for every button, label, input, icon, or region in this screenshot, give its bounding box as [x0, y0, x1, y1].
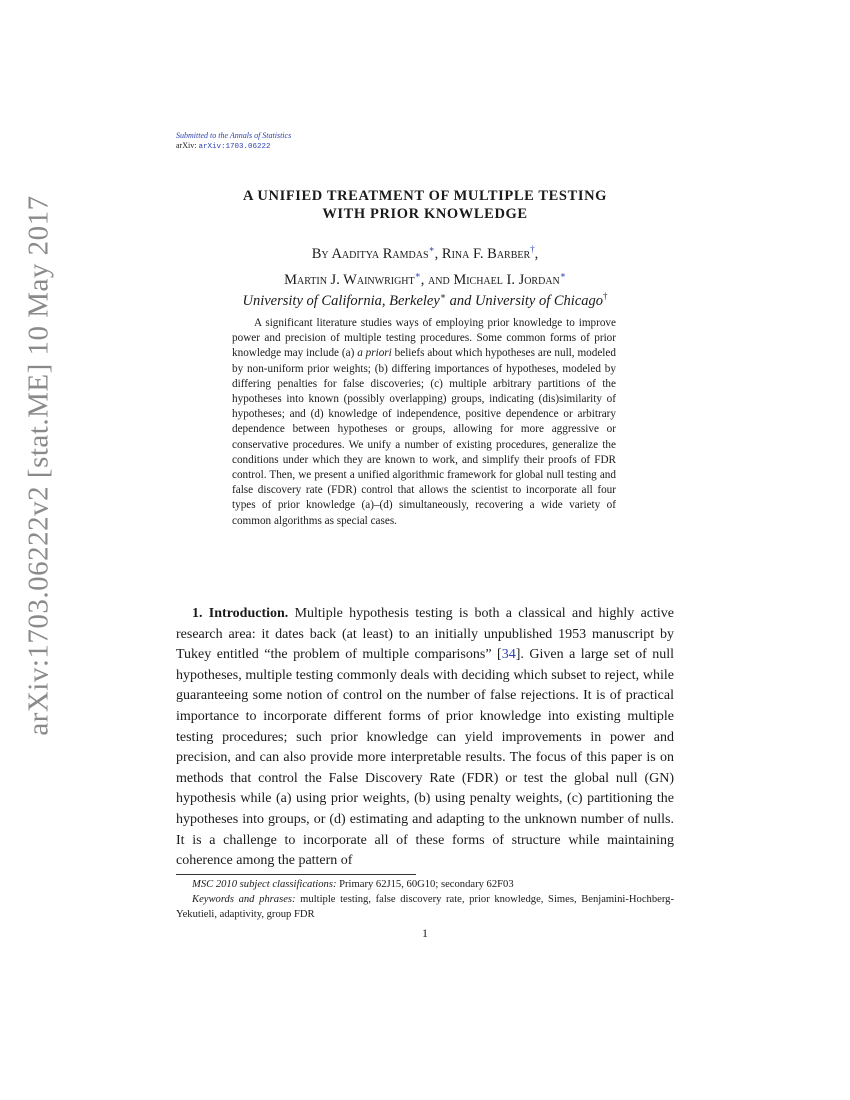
arxiv-label: arXiv:: [176, 141, 197, 150]
author-jordan: Michael I. Jordan: [453, 271, 560, 288]
journal-header: [176, 131, 291, 152]
affiliation-and: and: [445, 292, 475, 309]
arxiv-sidebar-stamp: [22, 194, 55, 736]
footnote-mark-ramdas[interactable]: ∗: [428, 244, 435, 254]
abstract-emphasis-apriori: a priori: [357, 347, 392, 360]
intro-text-2: ]. Given a large set of null hypotheses, multiple testing commonly deals with deciding which subset to reject, while guaranteeing some notion of control on the number of false rejections. It is of practical importance to incorporate different forms of prior knowledge into existing multiple testing procedures; such prior knowledge can yield improvements in power and precision, and can also provide more interpretable results. The focus of this paper is on methods that control the False Discovery Rate (FDR) or test the global null (GN) hypothesis while (a) using prior weights, (b) using penalty weights, (c) partitioning the hypotheses into groups, or (d) estimating and adapting to the unknown number of nulls. It is a challenge to incorporate all of these forms of structure while maintaining coherence among the pattern of: [176, 647, 675, 869]
citation-link-34[interactable]: 34: [501, 647, 516, 663]
intro-text-1: Multiple hypothesis testing is both a classical and highly active research area: it dates back (at least) to an initially unpublished 1953 manuscript by Tukey entitled “the problem of multiple comparisons” [: [176, 606, 674, 663]
introduction-section: [176, 604, 674, 872]
msc-classification: [176, 877, 674, 892]
footnote-mark-wainwright[interactable]: ∗: [414, 269, 421, 280]
abstract-text-2: beliefs about which hypotheses are null, modeled by non-uniform prior weights; (b) differing importances of hypotheses, modeled by differing penalties for false discoveries; (c) multiple arbitrary partitions of the hypotheses into known (possibly overlapping) groups, indicating (dis)similarity of hypotheses; and (d) knowledge of independence, positive dependence or arbitrary dependence between hypotheses or groups, allowing for more aggressive or conservative procedures. We unify a number of existing procedures, generalize the conditions under which they are known to work, and simplify their proofs of FDR control. Then, we present a unified algorithmic framework for global null testing and false discovery rate (FDR) control that allows the scientist to incorporate all four types of prior knowledge (a)–(d) simultaneously, recovering a wide variety of common algorithms as special cases.: [232, 347, 616, 527]
author-separator: ,: [534, 245, 539, 262]
affiliation-mark-berkeley: ∗: [439, 291, 446, 301]
author-wainwright: Martin J. Wainwright: [284, 271, 415, 288]
page-number: 1: [422, 926, 428, 940]
paper-title: [176, 187, 674, 223]
msc-text: Primary 62J15, 60G10; secondary 62F03: [336, 879, 514, 890]
affiliation-berkeley: University of California, Berkeley: [242, 292, 440, 309]
by-label: By: [311, 245, 332, 262]
footnotes: [176, 877, 674, 922]
msc-label: MSC 2010 subject classifications:: [192, 879, 337, 890]
affiliation-chicago: University of Chicago: [474, 292, 604, 309]
title-line-1: A UNIFIED TREATMENT OF MULTIPLE TESTING: [242, 188, 608, 204]
keywords-label: Keywords and phrases:: [192, 894, 296, 905]
authors-line-1: [176, 239, 674, 265]
arxiv-line: [176, 141, 291, 152]
author-separator: , and: [420, 271, 454, 288]
author-list: [176, 239, 674, 291]
author-separator: ,: [434, 245, 442, 262]
arxiv-id-link[interactable]: arXiv:1703.06222: [198, 143, 271, 151]
arxiv-stamp-text: arXiv:1703.06222v2 [stat.ME] 10 May 2017: [22, 194, 55, 736]
author-ramdas: Aaditya Ramdas: [331, 245, 429, 262]
footnote-mark-jordan[interactable]: ∗: [559, 269, 566, 280]
abstract-text-1: A significant literature studies ways of employing prior knowledge to improve power and precision of multiple testing procedures. Some common forms of prior knowledge may include (a): [232, 317, 616, 360]
affiliations: [176, 286, 674, 311]
keywords: [176, 892, 674, 922]
section-heading-introduction: 1. Introduction.: [192, 606, 289, 621]
submitted-note: Submitted to the Annals of Statistics: [176, 131, 292, 140]
author-barber: Rina F. Barber: [441, 245, 531, 262]
abstract: [232, 316, 616, 529]
footnote-mark-barber[interactable]: †: [530, 244, 535, 254]
keywords-text: multiple testing, false discovery rate, prior knowledge, Simes, Benjamini-Hochberg-Yekutieli, adaptivity, group FDR: [176, 894, 674, 920]
title-line-2: WITH PRIOR KNOWLEDGE: [322, 206, 528, 222]
footnote-rule: [176, 874, 416, 875]
affiliation-mark-chicago: †: [603, 291, 608, 301]
